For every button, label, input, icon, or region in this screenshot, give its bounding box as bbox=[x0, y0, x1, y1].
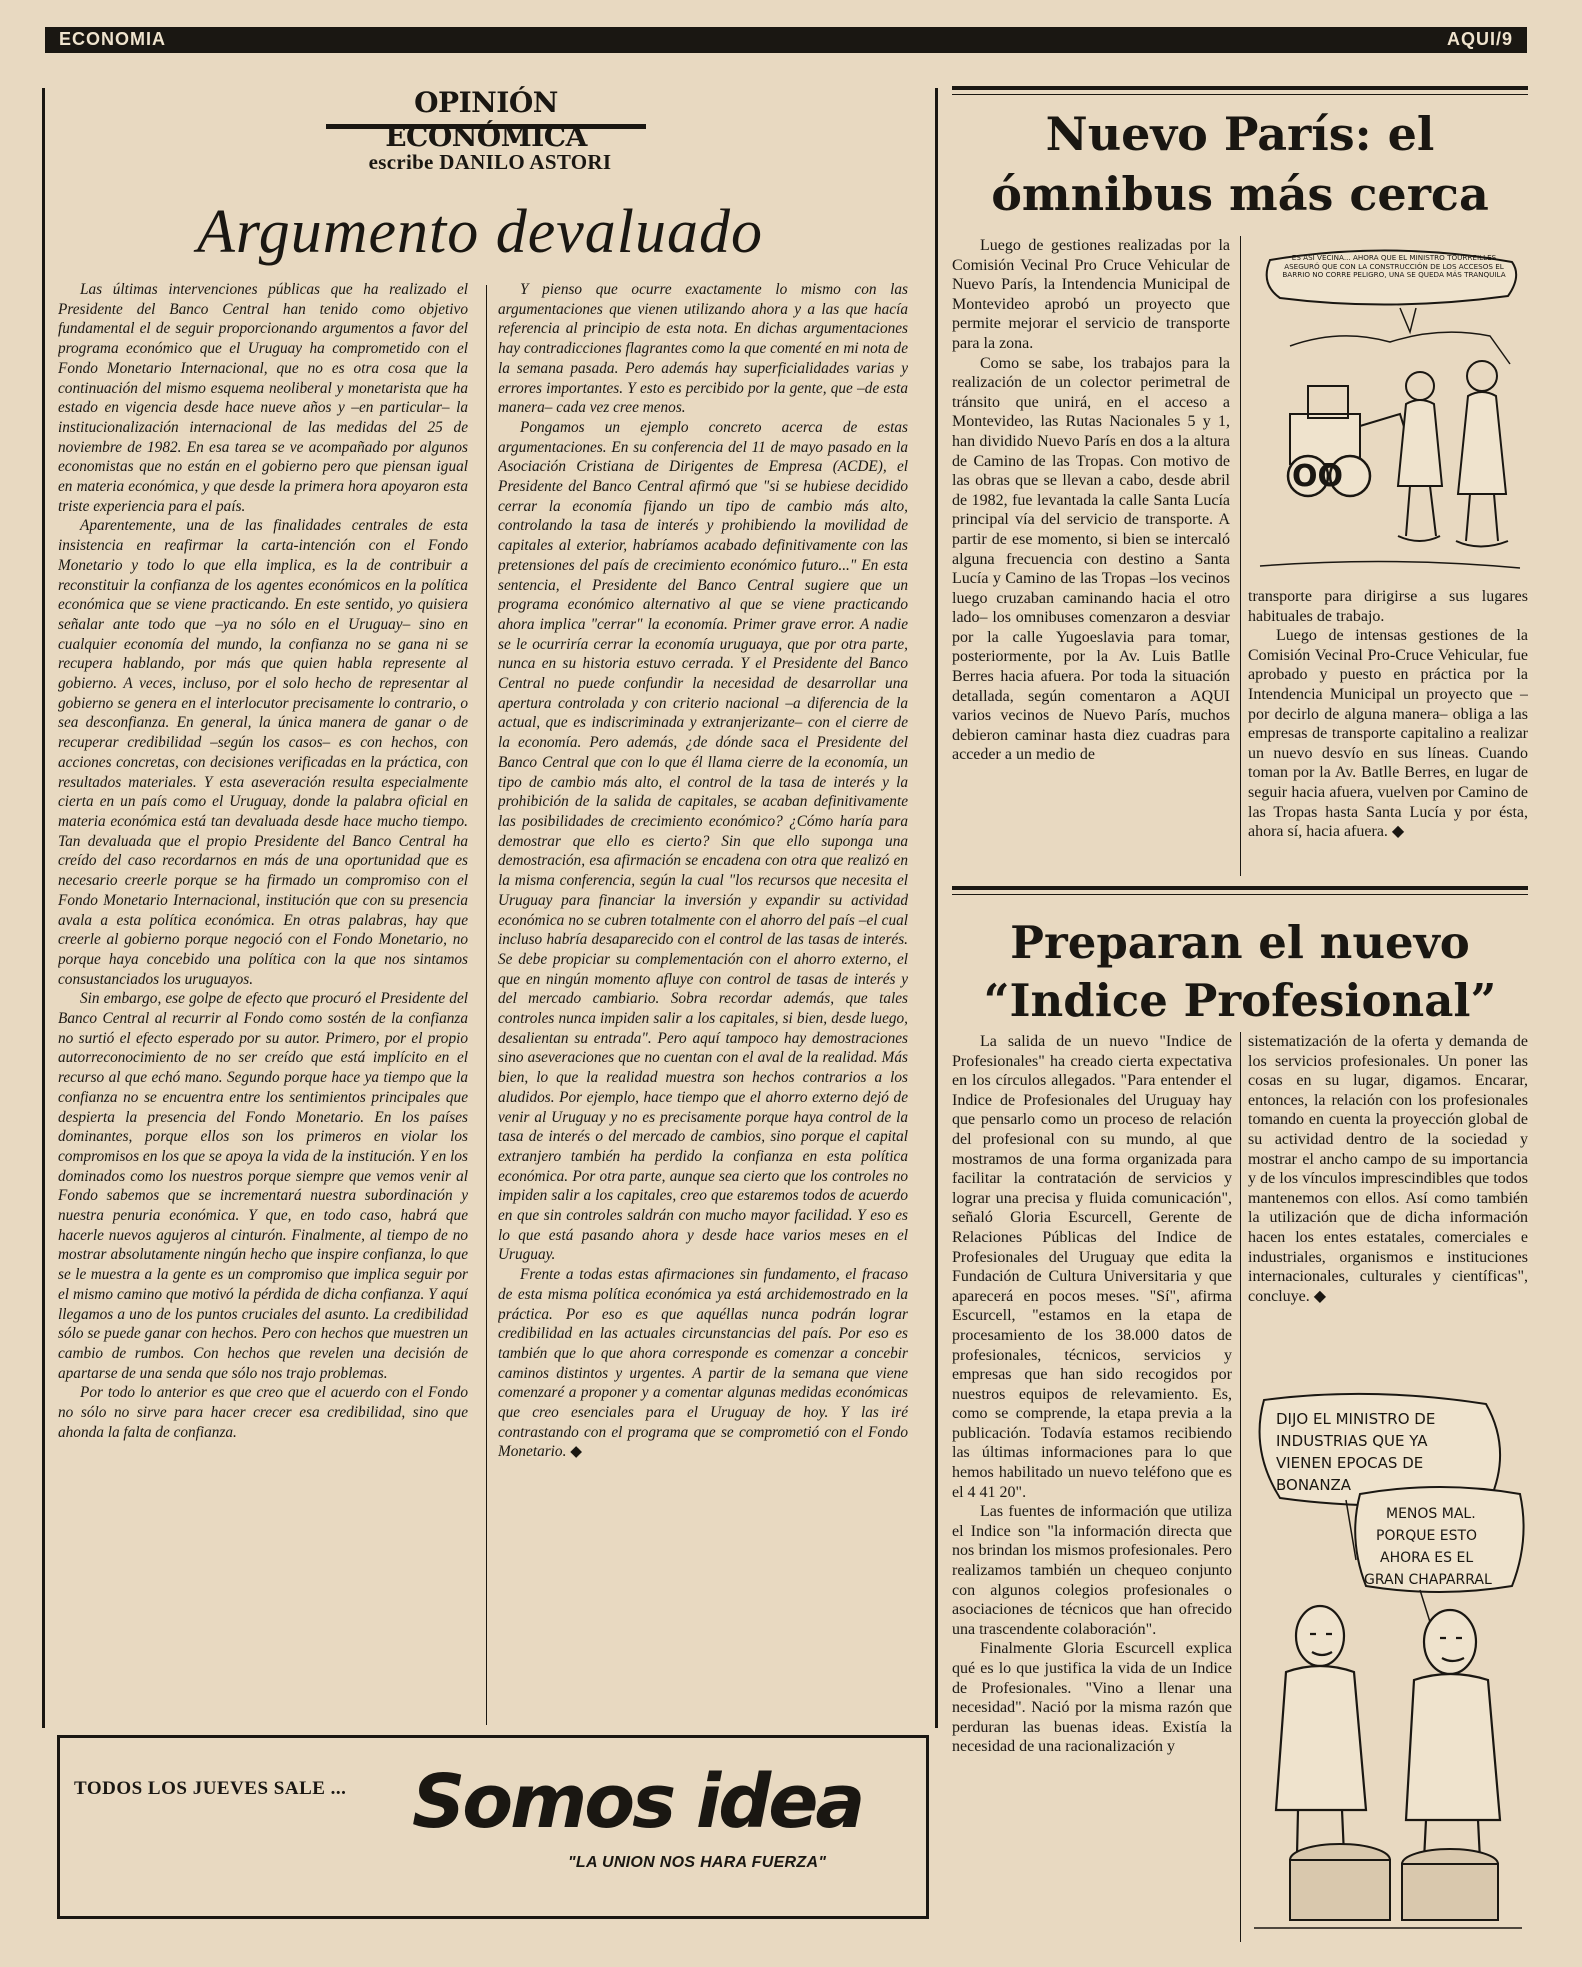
opinion-paragraph: Pongamos un ejemplo concreto acerca de estas argumentaciones. En su conferencia del 11 de mayo pasado en la Asociación Cristiana de Dirigentes de Empresa (ACDE), el Presidente del Banco Central afirmó que "si se hubiese decidido cerrar la economía fijando un tipo de cambio más alto, controlando la tasa de interés y prohibiendo la movilidad de capitales al exterior, habríamos acabado definitivamente con las pretensiones del país de crecimiento económico futuro..." En esta sentencia, el Presidente del Banco Central sugiere que un programa económico alternativo al que se viene practicando ahora implica "cerrar" la economía. Primer grave error. A nadie se le ocurriría cerrar la economía uruguaya, que por otra parte, nunca en su historia estuvo cerrada. Y el Presidente del Banco Central no puede confundir la necesidad de desarrollar una apertura controlada y con criterio nacional –a diferencia de la actual, que es indiscriminada y extranjerizante– con el cierre de la economía. Pero además, ¿de dónde saca el Presidente del Banco Central que con lo que él llama cierre de la economía, un tipo de cambio más alto, el control de la tasa de interés y la prohibición de la salida de capitales, se acaban definitivamente las posibilidades de crecimiento económico? ¿Cómo haría para demostrar que ello es cierto? Sin que ello suponga una demostración, esa afirmación se encadena con otra que realizó en la misma conferencia, según la cual "los recursos que necesita el Uruguay para financiar la inversión y expandir su actividad económica no se cubren totalmente con el ahorro del país –el cual incluso habría desaparecido con el control de las tasas de interés. Se debe propiciar su complementación con el ahorro externo, el que en ningún momento afluye con control de tasas de interés y del mercado cambiario. Sobra recordar además, que tales controles nunca impiden salir a los capitales, si bien, desde luego, desalientan su entrada". Pero aquí tampoco hay demostraciones sino aseveraciones que no cuentan con el aval de la realidad. Más bien, lo que la realidad muestra son hechos contrarios a los aludidos. Por ejemplo, hace tiempo que el ahorro externo dejó de venir al Uruguay y no es precisamente porque haya control de la tasa de interés o del mercado de cambios, sino porque el capital extranjero también ha perdido la confianza en esta política económica. Por otra parte, aunque sea cierto que los controles no impiden salir a los capitales, creo que estaremos todos de acuerdo en que sin controles saldrán con mucho mayor facilidad. Y eso es lo que está pasando ahora y desde hace varios meses en el Uruguay. bbox=[498, 418, 908, 1264]
bubble-line: GRAN CHAPARRAL bbox=[1364, 1572, 1492, 1588]
bubble-text-box bbox=[1280, 254, 1508, 300]
article-headline bbox=[950, 914, 1530, 1030]
opinion-column-1 bbox=[58, 280, 468, 1725]
column-logo: OPINIÓN ECONÓMICA bbox=[326, 86, 646, 129]
article-paragraph: transporte para dirigirse a sus lugares habituales de trabajo. bbox=[1248, 588, 1528, 625]
article-top-rule bbox=[952, 86, 1528, 90]
article-paragraph: sistematización de la oferta y demanda de los servicios profesionales. Un poner las cosas en su lugar, digamos. Encarar, entonces, la relación con los profesionales tomando en cuenta la proyección global de su actividad dentro de la sociedad y mostrar el ancho campo de su importancia y de los vínculos imprescindibles que todos mantenemos con ellos. Así como también la utilización que de dicha información hacen los entes estatales, comerciales e industriales, organismos e instituciones internacionales, culturales y científicas", concluye. ◆ bbox=[1248, 1033, 1528, 1305]
bubble-line: PORQUE ESTO bbox=[1376, 1528, 1478, 1544]
opinion-paragraph: Frente a todas estas afirmaciones sin fundamento, el fracaso de esta misma política económica ya está archidemostrado en la práctica. Por eso es que aquéllas nunca podrán lograr credibilidad en las actuales circunstancias del país. Por eso es también que lo que ahora corresponde es comenzar a concebir caminos distintos y urgentes. A partir de la semana que viene comenzaré a proponer y a comentar algunas medidas económicas que creo esenciales para el Uruguay de hoy. Y las iré contrastando con el programa que se comprometió con el Fondo Monetario. ◆ bbox=[498, 1266, 908, 1461]
opinion-paragraph: Aparentemente, una de las finalidades centrales de esta insistencia en reafirmar la carta-intención con el Fondo Monetario y todo lo que ella implica, es la de contribuir a reconstituir la confianza de los agentes económicos en la política económica que se viene practicando. En este sentido, yo quisiera señalar ante todo que –ya no sólo en el Uruguay– sino en cualquier economía del mundo, la confianza no se gana ni se recupera hablando, por más que quien habla represente al gobierno. A veces, incluso, por el solo hecho de representar al gobierno se genera en el interlocutor precisamente lo contrario, o sea desconfianza. En general, la única manera de ganar o de recuperar credibilidad –según los casos– es con hechos, con acciones concretas, con decisiones verificadas en la práctica, con resultados materiales. Y esta aseveración resulta especialmente cierta en un país como el Uruguay, donde la palabra oficial en materia económica está tan devaluada desde hace mucho tiempo. Tan devaluada que el propio Presidente del Banco Central ha creído del caso recordarnos en más de una oportunidad que es necesario creerle porque se ha firmado un compromiso con el Fondo Monetario Internacional, institución que con su presencia avala a esta política económica. En otras palabras, hay que creerle al gobierno porque negoció con el Fondo Monetario, no porque haya concebido una política con la que nos sintamos consustanciados los uruguayos. bbox=[58, 517, 468, 988]
bubble-line: BONANZA bbox=[1276, 1476, 1352, 1494]
opinion-paragraph: Y pienso que ocurre exactamente lo mismo con las argumentaciones que vienen utilizando ahora y a las que hacía referencia al principio de esta nota. En dichas argumentaciones hay contradicciones flagrantes como la que comenté en mi nota de la semana pasada. Pero además hay superficialidades varias y errores importantes. Y esto es percibido por la gente, que –de esta manera– cada vez cree menos. bbox=[498, 281, 908, 417]
article-column-2 bbox=[1248, 1032, 1528, 1372]
article-paragraph: La salida de un nuevo "Indice de Profesionales" ha creado cierta expectativa en los círculos allegados. "Para entender el Indice de Profesionales del Uruguay hay que pensarlo como un proceso de relación del profesional con su mundo, al que mostramos de una forma organizada para facilitar la contratación de servicios y lograr una precisa y fluida comunicación", señaló Gloria Escurcell, Gerente de Relaciones Públicas del Indice de Profesionales del Uruguay que edita la Fundación de Cultura Universitaria y que aparecerá en pocos meses. "Sí", afirma Escurcell, "estamos en la etapa de procesamiento de los 38.000 datos de profesionales, técnicos, servicios y empresas que han sido recogidos por nuestros equipos de relevamiento. Es, como se comprende, la etapa previa a la publicación. Todavía estamos recibiendo las últimas informaciones para lo que hemos habilitado un nuevo teléfono que es el 4 41 20". bbox=[952, 1033, 1232, 1501]
bubble-line: MENOS MAL. bbox=[1386, 1506, 1476, 1522]
crates-drawing bbox=[1290, 1844, 1498, 1920]
women-figures bbox=[1398, 361, 1508, 547]
article-top-rule-thin bbox=[952, 94, 1528, 95]
article-paragraph: Como se sabe, los trabajos para la realización de un colector perimetral de tránsito que unirá, en el acceso a Montevideo, las Rutas Nacionales 5 y 1, han dividido Nuevo París en dos a la altura de Camino de las Tropas. Con motivo de las obras que se llevan a cabo, desde abril de 1982, fue levantada la calle Santa Lucía principal vía del servicio de transporte. A partir de ese momento, si bien se intercaló alguna frecuencia con destino a Santa Lucía y Camino de las Tropas –los vecinos luego cruzaban caminando hacia el otro lado– los omnibuses comenzaron a desviar por la calle Yugoeslavia para tomar, posteriormente, por la Av. Luis Batlle Berres hacia afuera. Por toda la situación detallada, según comentaron a AQUI varios vecinos de Nuevo París, muchos debieron caminar hasta diez cuadras para acceder a un medio de bbox=[952, 354, 1230, 764]
article-top-rule-thin bbox=[952, 894, 1528, 895]
opinion-paragraph: Por todo lo anterior es que creo que el acuerdo con el Fondo no sólo no sirve para hacer crecer esa credibilidad, sino que ahonda la falta de confianza. bbox=[58, 1384, 468, 1441]
section-name: ECONOMIA bbox=[59, 29, 166, 49]
opinion-column-2 bbox=[498, 280, 908, 1725]
opinion-paragraph: Sin embargo, ese golpe de efecto que procuró el Presidente del Banco Central al recurrir al Fondo como sostén de la confianza no surtió el efecto esperado por su autor. Primero, por el propio autorreconocimiento de no ser creído que está implícito en el recurso al que echó mano. Segundo porque hace ya tiempo que la confianza no se encuentra entre los sentimientos principales que despierta la presencia del Fondo Monetario. En los países dominantes, porque ellos son los primeros en violar los compromisos en los que se apoya la vida de la institución. Y en los dominados como los nuestros porque siempre que vemos venir al Fondo sabemos que se incrementará nuestra subordinación y nuestra penuria económica. Y que, en todo caso, habrá que hacerle nuevos agujeros al cinturón. Finalmente, al tiempo de no mostrar absolutamente ningún hecho que inspire confianza, lo que se le muestra a la gente es un compromiso que implica seguir por el mismo camino que motivó la pérdida de dicha confianza. Y aquí llegamos a uno de los puntos cruciales del asunto. La credibilidad sólo se puede ganar con hechos. Pero con hechos que muestren un cambio de rumbos. Con hechos que revelen una decisión de apartarse de una senda que sólo nos trajo problemas. bbox=[58, 990, 468, 1382]
column-divider bbox=[1240, 1032, 1241, 1942]
column-divider bbox=[486, 285, 487, 1725]
article-top-rule bbox=[952, 886, 1528, 890]
bulldozer-label: OO bbox=[1292, 459, 1344, 494]
page-number: AQUI/9 bbox=[1446, 29, 1513, 49]
bubble-line: DIJO EL MINISTRO DE bbox=[1276, 1410, 1436, 1428]
cartoon-caption: ES ASÍ VECINA... AHORA QUE EL MINISTRO TOURREILLES ASEGURÓ QUE CON LA CONSTRUCCIÓN DE LOS ACCESOS EL BARRIO NO CORRE PELIGRO, UNA SE QUEDA MÁS TRANQUILA bbox=[1282, 254, 1506, 280]
cartoon-ministry-illustration bbox=[1250, 1390, 1526, 1940]
headline-line: Preparan el nuevo bbox=[1010, 916, 1470, 969]
column-divider bbox=[1240, 236, 1241, 876]
advertisement-box bbox=[57, 1735, 929, 1919]
opinion-paragraph: Las últimas intervenciones públicas que ha realizado el Presidente del Banco Central han tenido como objetivo fundamental el de seguir proporcionando argumentos a favor del programa económico que el Uruguay ha comprometido con el Fondo Monetario Internacional, que no es otra cosa que la continuación del mismo esquema neoliberal y monetarista que ha estado en vigencia desde hace nueve años y –en particular– la institucionalización internacional de las medidas del 25 de noviembre de 1982. En esa tarea se ve acompañado por algunos economistas que no están en el gobierno pero que piensan igual en materia económica, y que desde la primera hora apoyaron esta triste experiencia para el país. bbox=[58, 281, 468, 515]
headline-line: ómnibus más cerca bbox=[991, 167, 1489, 221]
section-header-bar bbox=[45, 27, 1527, 53]
bubble-line: VIENEN EPOCAS DE bbox=[1276, 1454, 1424, 1472]
bulldozer-drawing bbox=[1288, 386, 1410, 496]
article-paragraph: Luego de gestiones realizadas por la Comisión Vecinal Pro Cruce Vehicular de Nuevo París, la Intendencia Municipal de Montevideo aprobó un proyecto que permite mejorar el servicio de transporte para la zona. bbox=[952, 237, 1230, 352]
article-column-2 bbox=[1248, 587, 1528, 877]
headline-line: Nuevo París: el bbox=[1045, 107, 1435, 161]
bubble-line: INDUSTRIAS QUE YA bbox=[1276, 1432, 1428, 1450]
bubble-line: AHORA ES EL bbox=[1380, 1550, 1474, 1566]
article-paragraph: Luego de intensas gestiones de la Comisión Vecinal Pro-Cruce Vehicular, fue aprobado y puesto en práctica por la Intendencia Municipal un proyecto que –por decirlo de alguna manera– obliga a las empresas de transporte capitalino a realizar un nuevo desvío en sus líneas. Cuando toman por la Av. Batlle Berres, en lugar de seguir hacia afuera, vuelven por Camino de las Tropas hasta Santa Lucía y por ésta, ahora sí, hacia afuera. ◆ bbox=[1248, 627, 1528, 841]
article-column-1 bbox=[952, 1032, 1232, 1942]
ad-lead-text: TODOS LOS JUEVES SALE ... bbox=[74, 1778, 347, 1799]
ad-slogan: "LA UNION NOS HARA FUERZA" bbox=[568, 1854, 827, 1871]
article-paragraph: Las fuentes de información que utiliza el Indice son "la información directa que nos brindan los mismos profesionales. Pero realizamos también un chequeo conjunto con algunos colegios profesionales o asociaciones de técnicos que han ofrecido una trascendente colaboración". bbox=[952, 1503, 1232, 1638]
article-paragraph: Finalmente Gloria Escurcell explica qué es lo que justifica la vida de un Indice de Profesionales. "Vino a llenar una necesidad". Nació por la misma razón que perduran las buenas ideas. Existía la necesidad de una racionalización y bbox=[952, 1640, 1232, 1756]
ad-brand-logo: Somos idea bbox=[412, 1759, 863, 1845]
article-headline bbox=[950, 104, 1530, 224]
article-column-1 bbox=[952, 236, 1230, 876]
opinion-title: Argumento devaluado bbox=[197, 198, 763, 266]
byline: escribe DANILO ASTORI bbox=[368, 150, 612, 174]
headline-line: “Indice Profesional” bbox=[983, 974, 1497, 1027]
cartoon-neighbors-illustration bbox=[1250, 236, 1526, 581]
